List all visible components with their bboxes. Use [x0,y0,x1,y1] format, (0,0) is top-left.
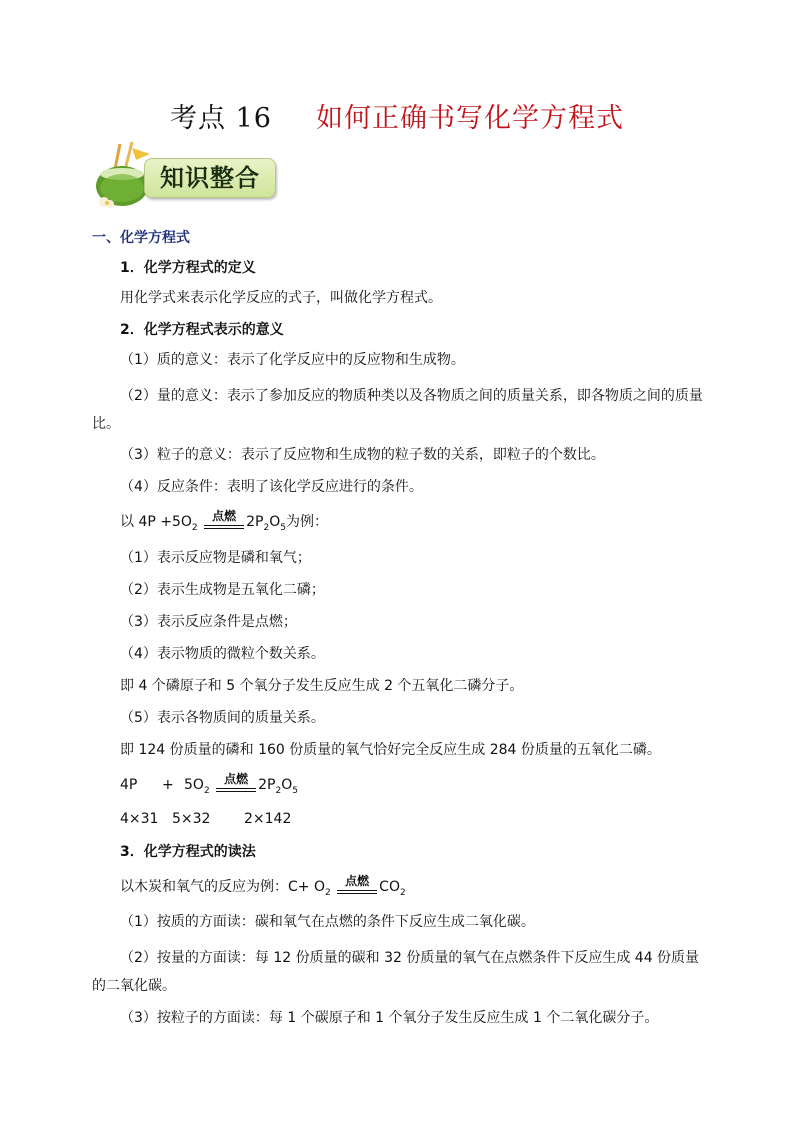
mass-note: 即 124 份质量的磷和 160 份质量的氧气恰好完全反应生成 284 份质量的五氧化二磷。 [120,742,661,758]
eq-product-o: O [269,514,281,530]
title-main: 如何正确书写化学方程式 [315,103,624,134]
mass-equation [120,771,298,801]
subsection-heading-3: 3．化学方程式的读法 [120,844,256,860]
banner-label: 知识整合 [144,158,276,198]
reaction-arrow-3 [335,873,379,903]
meaning-item-1: （1）质的意义：表示了化学反应中的反应物和生成物。 [120,352,465,368]
eq-reactants: 以 4P +5O [120,514,192,530]
arrow-condition-3: 点燃 [345,873,370,888]
example-item-1: （1）表示反应物是磷和氧气； [120,550,311,566]
reaction-arrow-2 [214,771,258,801]
molecule-note: 即 4 个磷原子和 5 个氧分子发生反应生成 2 个五氧化二磷分子。 [120,678,524,694]
knowledge-banner [92,140,278,210]
example-item-4: （4）表示物质的微粒个数关系。 [120,646,325,662]
mass-value-3: 2×142 [244,811,292,827]
eq2-plus: + [162,777,174,793]
reading-item-3: （3）按粒子的方面读：每 1 个碳原子和 1 个氧分子发生反应生成 1 个二氧化碳分子。 [120,1010,659,1026]
eq2-a: 4P [120,777,138,793]
page-title [0,96,794,135]
example-item-2: （2）表示生成物是五氧化二磷； [120,582,325,598]
definition-text: 用化学式来表示化学反应的式子，叫做化学方程式。 [120,290,442,306]
title-prefix: 考点 16 [170,103,272,134]
reaction-arrow [202,508,246,538]
eq-p-sub: 2 [263,522,270,533]
eq-suffix: 为例： [285,514,328,530]
eq-o2-sub: 2 [191,522,198,533]
meaning-item-3: （3）粒子的意义：表示了反应物和生成物的粒子数的关系，即粒子的个数比。 [120,447,605,463]
eq2-c: $2P_2O_5$ [258,777,298,796]
mass-value-1: 4×31 [120,811,159,827]
mass-value-2: 5×32 [172,811,211,827]
arrow-condition-2: 点燃 [224,771,249,786]
mass-row [120,809,291,829]
eq-product: 2P [246,514,264,530]
reading-item-2: （2）按量的方面读：每 12 份质量的碳和 32 份质量的氧气在点燃条件下反应生成 44 份质量的二氧化碳。 [92,950,700,994]
eq2-b: $5O_2$ [184,777,210,796]
eq-o-sub: 5 [280,522,286,533]
reading-example-line [120,873,406,903]
example-item-3: （3）表示反应条件是点燃； [120,614,297,630]
read-eq-product-sub: 2 [399,887,406,898]
subsection-heading-1: 1．化学方程式的定义 [120,260,256,276]
subsection-heading-2: 2．化学方程式表示的意义 [120,322,284,338]
equation-example-line [120,508,328,538]
read-eq-product: CO [379,879,400,895]
read-eq-reactants: 以木炭和氧气的反应为例：C+ O [120,879,325,895]
mass-item: （5）表示各物质间的质量关系。 [120,710,325,726]
arrow-condition: 点燃 [212,508,237,523]
meaning-item-2: （2）量的意义：表示了参加反应的物质种类以及各物质之间的质量关系，即各物质之间的质量比。 [92,388,703,432]
meaning-item-4: （4）反应条件：表明了该化学反应进行的条件。 [120,479,423,495]
section-heading: 一、化学方程式 [92,230,190,246]
read-eq-o-sub: 2 [324,887,331,898]
reading-item-1: （1）按质的方面读：碳和氧气在点燃的条件下反应生成二氧化碳。 [120,914,535,930]
